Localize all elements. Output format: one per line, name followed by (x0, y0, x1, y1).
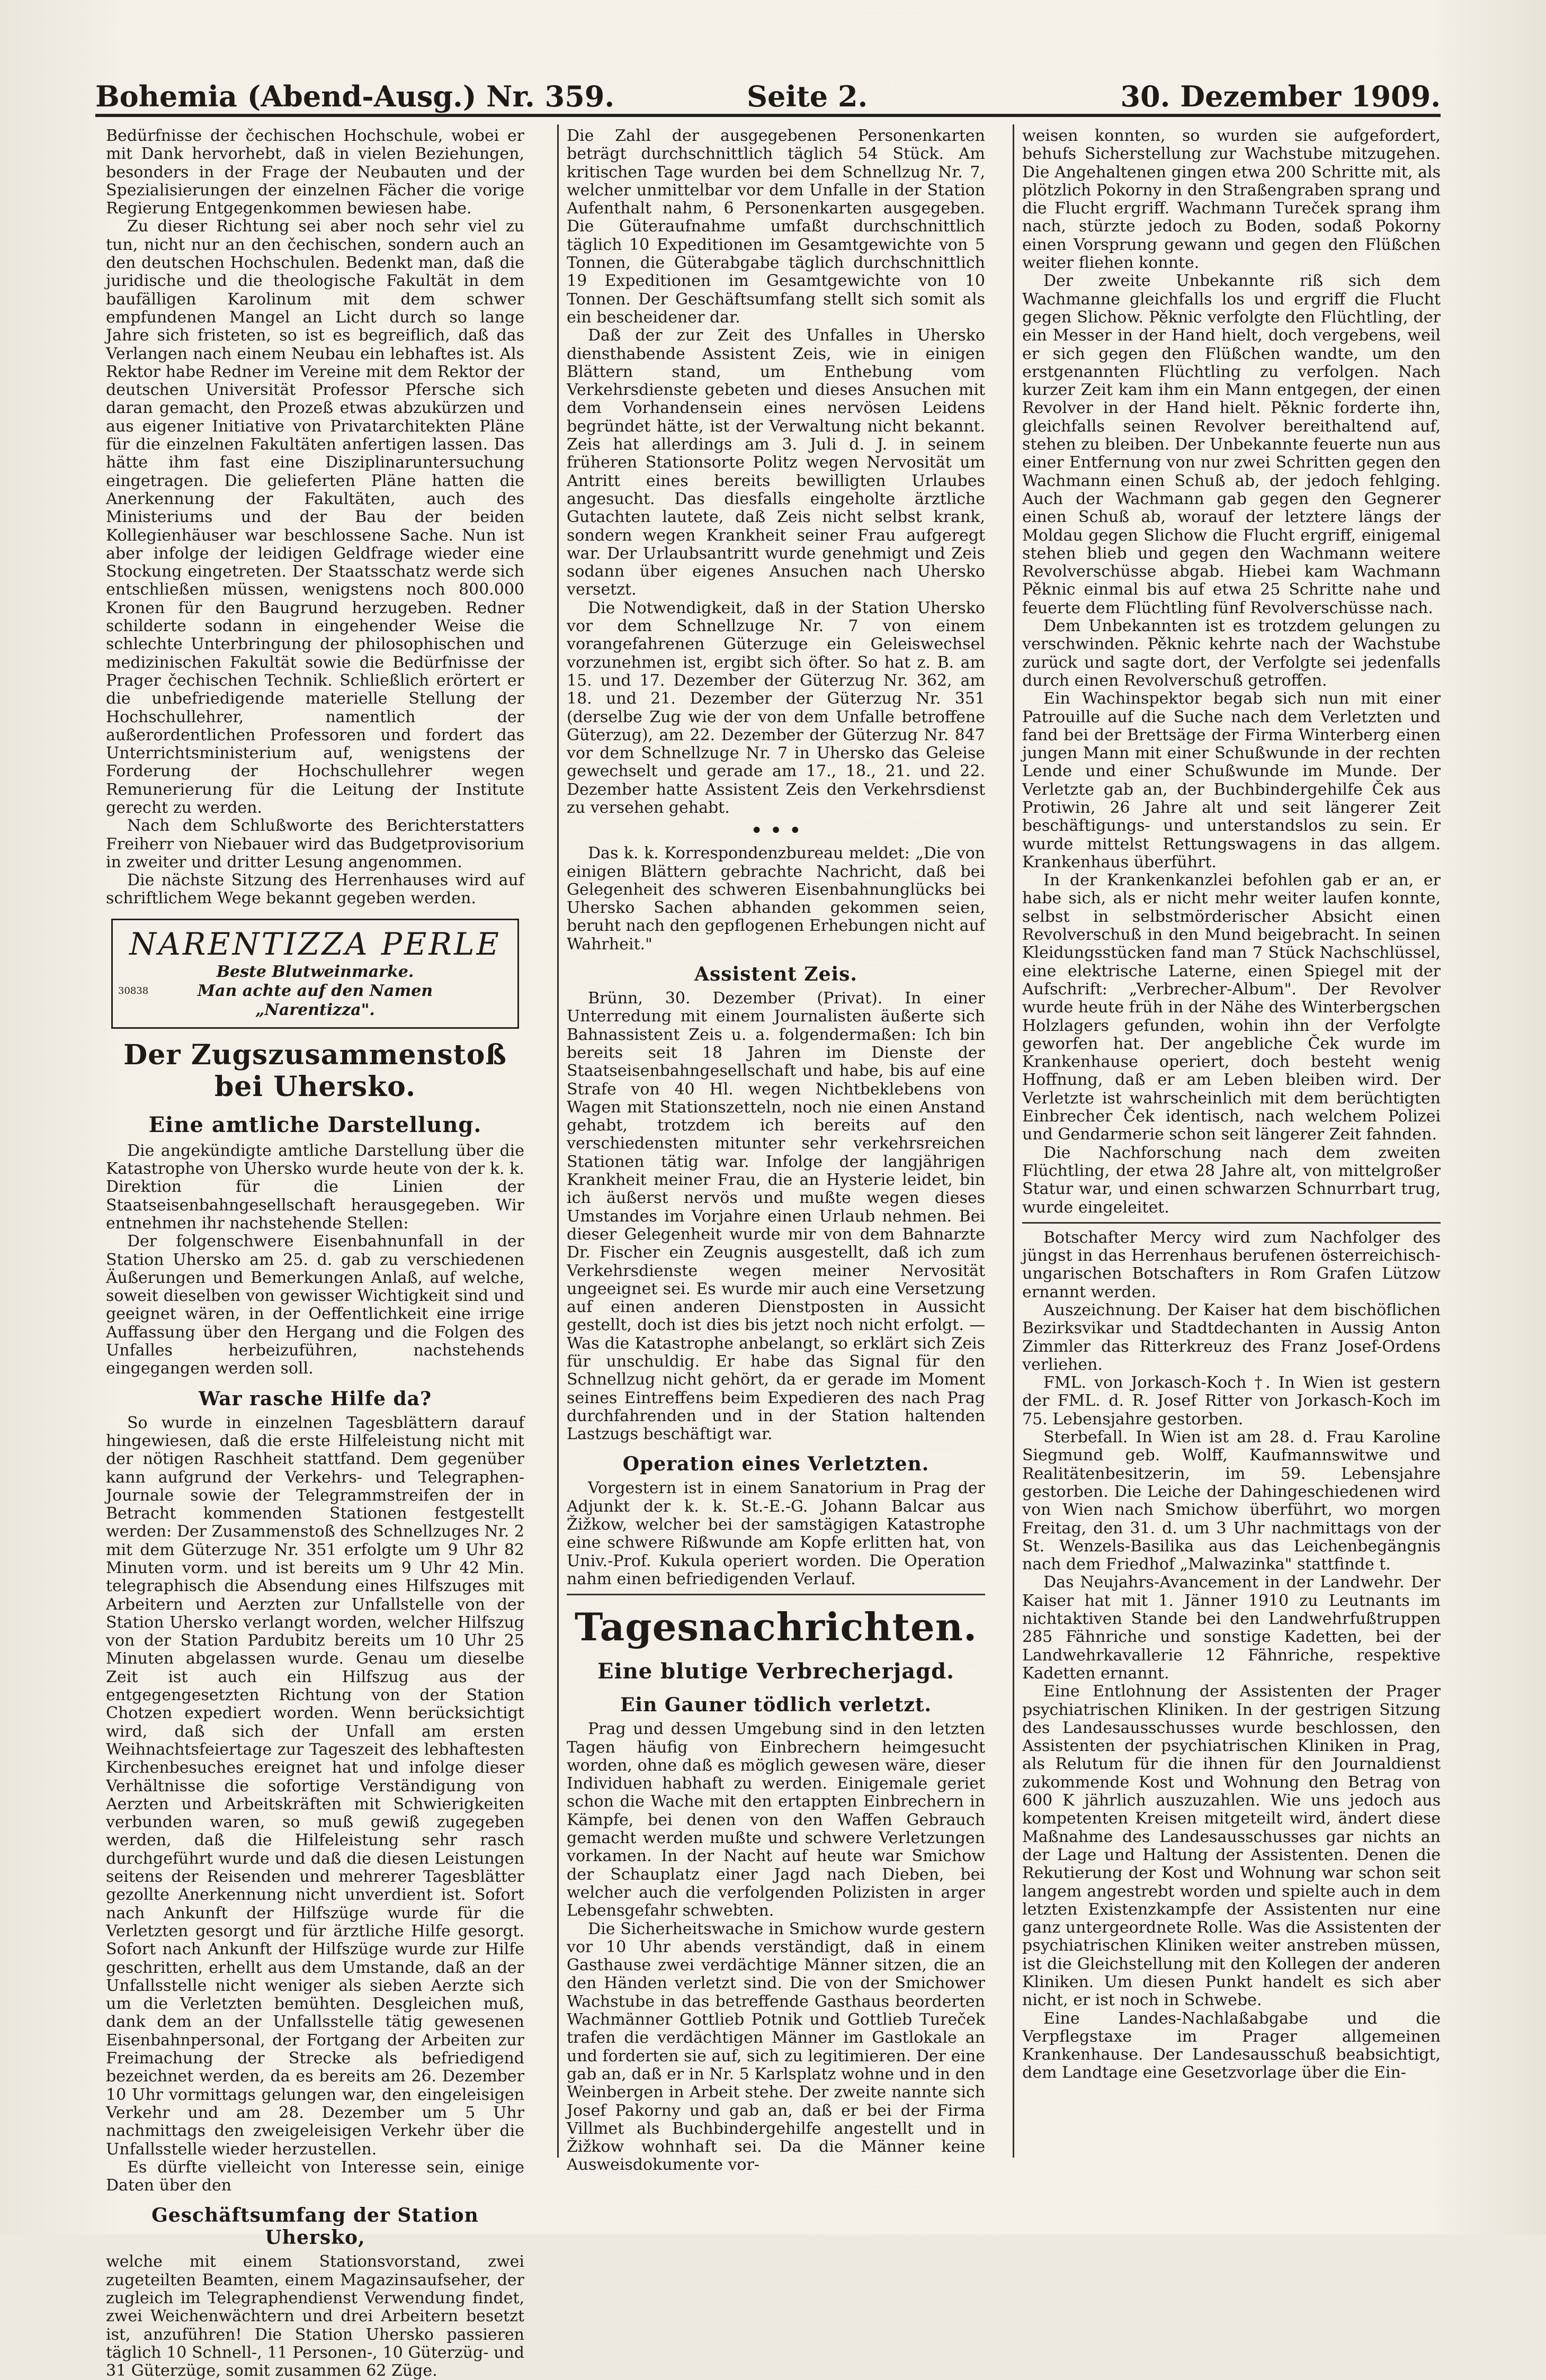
col2-paragraph: Brünn, 30. Dezember (Privat). In einer Unterredung mit einem Journalisten äußerte sich Bahnassistent Zeis u. a. folgendermaßen: Ich bin bereits seit 18 Jahren im Dienste der Staatseisenbahngesellschaft und habe, bis auf eine Strafe von 40 Hl. wegen Nichtbeklebens von Wagen mit Stationszetteln, noch nie einen Anstand gehabt, trotzdem ich bereits auf den verschiedensten mitunter sehr verkehrsreichen Stationen tätig war. Infolge der langjährigen Krankheit meiner Frau, die an Hysterie leidet, bin ich äußerst nervös und mußte wegen dieses Umstandes im Vorjahre einen Urlaub nehmen. Bei dieser Gelegenheit wurde mir von dem Bahnarzte Dr. Fischer ein Zeugnis ausgestellt, daß ich zum Verkehrsdienste wegen meiner Nervosität ungeeignet sei. Es wurde mir auch eine Versetzung auf einen anderen Dienstposten in Aussicht gestellt, doch ist dies bis jetzt noch nicht erfolgt. — Was die Katastrophe anbelangt, so erklärt sich Zeis für unschuldig. Er habe das Signal für den Schnellzug nicht gehört, da er gerade im Moment seines Eintreffens beim Expedieren des nach Prag durchfahrenden und in der Station haltenden Lastzugs beschäftigt war. (567, 989, 985, 1444)
article-subtitle: Eine amtliche Darstellung. (148, 1112, 482, 1137)
col2-paragraph: Die Zahl der ausgegebenen Personenkarten beträgt durchschnittlich täglich 54 Stück. Am kritischen Tage wurden bei dem Schnellzug Nr. 7, welcher unmittelbar vor dem Unfalle in der Station Aufenthalt nahm, 6 Personenkarten ausgegeben. Die Güteraufnahme umfaßt durchschnittlich täglich 10 Expeditionen im Gesamtgewichte von 5 Tonnen, die Güterabgabe täglich durchschnittlich 19 Expeditionen im Gesamtgewichte von 10 Tonnen. Der Geschäftsumfang stellt sich somit als ein bescheidener dar. (567, 127, 985, 327)
col2-paragraph: Die Sicherheitswache in Smichow wurde gestern vor 10 Uhr abends verständigt, daß in einem Gasthause zwei verdächtige Männer sitzen, die an den Händen verletzt sind. Die von der Smichower Wachstube in das betreffende Gasthaus beorderten Wachmänner Gottlieb Potnik und Gottlieb Tureček trafen die verdächtigen Männer im Gastlokale an und forderten sie auf, sich zu legitimieren. Der eine gab an, daß er in Nr. 5 Karlsplatz wohne und in den Weinbergen in Arbeit stehe. Der zweite nannte sich Josef Pakorny und gab an, daß er bei der Firma Villmet als Buchbindergehilfe angestellt und in Žižkow wohnhaft sei. Da die Männer keine Ausweisdokumente vor- (567, 1919, 985, 2175)
article-title-uhersko: Der Zugszusammenstoß bei Uhersko. (123, 1038, 507, 1103)
section-heading: Assistent Zeis. (694, 963, 857, 986)
col1-paragraph: Der folgenschwere Eisenbahnunfall in der Station Uhersko am 25. d. gab zu verschiedenen Äußerungen und Bemerkungen Anlaß, auf welche, soweit dieselben von gewisser Wichtigkeit sind und geeignet wären, in der Oeffentlichkeit eine irrige Auffassung über den Hergang und die Folgen des Unfalles herbeizuführen, nachstehends eingegangen werden soll. (106, 1232, 524, 1378)
col3-paragraph: In der Krankenkanzlei befohlen gab er an, er habe sich, als er nicht mehr weiter laufen konnte, selbst in selbstmörderischer Absicht einen Revolverschuß in den Mund beigebracht. In seinen Kleidungsstücken fand man 7 Stück Nachschlüssel, eine elektrische Laterne, einen Spiegel mit der Aufschrift: „Verbrecher-Album". Der Revolver wurde heute früh in der Nähe des Winterbergschen Holzlagers gefunden, wohin ihn der Verfolgte geworfen hat. Der angebliche Ček wurde im Krankenhause operiert, doch besteht wenig Hoffnung, daß er am Leben bleiben wird. Der Verletzte ist wahrscheinlich mit dem berüchtigten Einbrecher Ček identisch, nach welchem Polizei und Gendarmerie schon seit längerer Zeit fahnden. (1022, 871, 1441, 1144)
ad-number: 30838 (118, 985, 149, 997)
col1-paragraph: Bedürfnisse der čechischen Hochschule, wobei er mit Dank hervorhebt, daß in vielen Beziehungen, besonders in der Frage der Neubauten und der Spezialisierungen der einzelnen Fächer die vorige Regierung Entgegenkommen bewiesen habe. (106, 127, 524, 218)
col3-paragraph: Die Nachforschung nach dem zweiten Flüchtling, der etwa 28 Jahre alt, von mittelgroßer Statur war, und einen schwarzen Schnurrbart trug, wurde eingeleitet. (1022, 1143, 1441, 1217)
col3-paragraph: Eine Landes-Nachlaßabgabe und die Verpflegstaxe im Prager allgemeinen Krankenhause. Der Landesausschuß beabsichtigt, dem Landtage eine Gesetzvorlage über die Ein- (1022, 2009, 1441, 2082)
column-divider-1 (557, 124, 559, 2158)
column-1 (106, 127, 524, 2380)
page-header (95, 79, 1441, 127)
col3-paragraph: FML. von Jorkasch-Koch †. In Wien ist gestern der FML. d. R. Josef Ritter von Jorkasch-Koch im 75. Lebensjahre gestorben. (1022, 1373, 1441, 1429)
advertisement-narentizza (111, 919, 519, 1029)
ad-line: Beste Blutweinmarke. (216, 962, 414, 981)
col3-paragraph: Ein Wachinspektor begab sich nun mit einer Patrouille auf die Suche nach dem Verletzten und fand bei der Brettsäge der Firma Winterberg einen jungen Mann mit einer Schußwunde in der rechten Lende und einer Schußwunde im Munde. Der Verletzte gab an, der Buchbindergehilfe Ček aus Protiwin, 26 Jahre alt und seit längerer Zeit beschäftigungs- und unterstandslos zu sein. Er wurde mittelst Rettungswagens in das allgem. Krankenhaus überführt. (1022, 689, 1441, 872)
article-subtitle: Ein Gauner tödlich verletzt. (620, 1694, 932, 1717)
column-2 (567, 127, 985, 2175)
section-heading: Operation eines Verletzten. (622, 1453, 930, 1476)
column-divider-2 (1013, 124, 1014, 2158)
section-title-tagesnachrichten: Tagesnachrichten. (574, 1604, 978, 1650)
col2-paragraph: Die Notwendigkeit, daß in der Station Uhersko vor dem Schnellzuge Nr. 7 von einem vorangefahrenen Güterzuge ein Geleiswechsel vorzunehmen ist, ergibt sich öfter. So hat z. B. am 15. und 17. Dezember der Güterzug Nr. 362, am 18. und 21. Dezember der Güterzug Nr. 351 (derselbe Zug wie der von dem Unfalle betroffene Güterzug), am 22. Dezember der Güterzug Nr. 847 vor dem Schnellzuge Nr. 7 in Uhersko das Geleise gewechselt und gerade am 17., 18., 21. und 22. Dezember hatte Assistent Zeis den Verkehrsdienst zu versehen gehabt. (567, 598, 985, 817)
col3-paragraph: Der zweite Unbekannte riß sich dem Wachmanne gleichfalls los und ergriff die Flucht gegen Slichow. Pěknic verfolgte den Flüchtling, der ein Messer in der Hand hielt, doch vergebens, weil er sich gegen den Flüßchen wandte, um den erstgenannten Flüchtling zu verfolgen. Nach kurzer Zeit kam ihm ein Mann entgegen, der einen Revolver in der Hand hielt. Pěknic forderte ihn, gleichfalls seinen Revolver bereithaltend auf, stehen zu bleiben. Der Unbekannte feuerte nun aus einer Entfernung von nur zwei Schritten gegen den Wachmann einen Schuß ab, der jedoch fehlging. Auch der Wachmann gab gegen den Gegnerer einen Schuß ab, worauf der letztere längs der Moldau gegen Slichow die Flucht ergriff, einigemal stehen blieb und gegen den Wachmann weitere Revolverschüsse abgab. Hiebei kam Wachmann Pěknic einmal bis auf etwa 25 Schritte nahe und feuerte dem Flüchtling fünf Revolverschüsse nach. (1022, 272, 1441, 617)
section-heading: Geschäftsumfang der Station Uhersko, (151, 2204, 479, 2249)
col1-paragraph: Es dürfte vielleicht von Interesse sein, einige Daten über den (106, 2158, 524, 2195)
col1-paragraph: Die nächste Sitzung des Herrenhauses wird auf schriftlichem Wege bekannt gegeben werden. (106, 871, 524, 908)
col3-paragraph: Auszeichnung. Der Kaiser hat dem bischöflichen Bezirksvikar und Stadtdechanten in Aussig Anton Zimmler das Ritterkreuz des Franz Josef-Ordens verliehen. (1022, 1301, 1441, 1374)
ad-line: „Narentizza". (255, 1000, 375, 1019)
separator-dots: • • • (750, 819, 802, 843)
col1-paragraph: Nach dem Schlußworte des Berichterstatters Freiherr von Niebauer wird das Budgetprovisorium in zweiter und dritter Lesung angenommen. (106, 816, 524, 872)
col3-paragraph: Das Neujahrs-Avancement in der Landwehr. Der Kaiser hat mit 1. Jänner 1910 zu Leutnants im nichtaktiven Stande bei den Landwehrfußtruppen 285 Fähnriche und sonstige Kadetten, bei der Landwehrkavallerie 12 Fähnriche, respektive Kadetten ernannt. (1022, 1573, 1441, 1683)
col2-paragraph: Das k. k. Korrespondenzbureau meldet: „Die von einigen Blättern gebrachte Nachricht, daß bei Gelegenheit des schweren Eisenbahnunglücks bei Uhersko Sachen abhanden gekommen seien, beruht nach den gepflogenen Erhebungen nicht auf Wahrheit." (567, 844, 985, 954)
col3-paragraph: Dem Unbekannten ist es trotzdem gelungen zu verschwinden. Pěknic kehrte nach der Wachstube zurück und sagte dort, der Verfolgte sei jedenfalls durch einen Revolverschuß getroffen. (1022, 617, 1441, 690)
ad-title: NARENTIZZA PERLE (129, 926, 501, 962)
header-date: 30. Dezember 1909. (1120, 79, 1441, 113)
col1-paragraph: welche mit einem Stationsvorstand, zwei zugeteilten Beamten, einem Magazinsaufseher, der zugleich im Telegraphendienst Verwendung findet, zwei Weichenwächtern und drei Arbeitern besetzt ist, anzuführen! Die Station Uhersko passieren täglich 10 Schnell-, 11 Personen-, 10 Güterzüg- und 31 Güterzüge, somit zusammen 62 Züge. (106, 2252, 524, 2380)
article-title: Eine blutige Verbrecherjagd. (597, 1659, 954, 1684)
col2-paragraph: Prag und dessen Umgebung sind in den letzten Tagen häufig von Einbrechern heimgesucht worden, ohne daß es möglich gewesen wäre, dieser Individuen habhaft zu werden. Einigemale geriet schon die Wache mit den ertappten Einbrechern in Kämpfe, bei denen von den Waffen Gebrauch gemacht werden mußte und schwere Verletzungen vorkamen. In der Nacht auf heute war Smichow der Schauplatz einer Jagd nach Dieben, bei welcher auch die verfolgenden Polizisten in arger Lebensgefahr schwebten. (567, 1720, 985, 1920)
header-rule (95, 114, 1441, 117)
section-rule (567, 1594, 985, 1595)
col1-paragraph: Die angekündigte amtliche Darstellung über die Katastrophe von Uhersko wurde heute von der k. k. Direktion für die Linien der Staatseisenbahngesellschaft herausgegeben. Wir entnehmen ihr nachstehende Stellen: (106, 1141, 524, 1233)
section-rule (1022, 1222, 1441, 1224)
column-3 (1022, 127, 1441, 2150)
col1-paragraph: So wurde in einzelnen Tagesblättern darauf hingewiesen, daß die erste Hilfeleistung nicht mit der nötigen Raschheit stattfand. Dem gegenüber kann aufgrund der Verkehrs- und Telegraphen-Journale sowie der Telegrammstreifen der in Betracht kommenden Stationen festgestellt werden: Der Zusammenstoß des Schnellzuges Nr. 2 mit dem Güterzuge Nr. 351 erfolgte um 9 Uhr 82 Minuten vorm. und ist bereits um 9 Uhr 42 Min. telegraphisch die Absendung eines Hilfszuges mit Arbeitern und Aerzten zur Unfallstelle von der Station Uhersko verlangt worden, welcher Hilfszug von der Station Pardubitz bereits um 10 Uhr 25 Minuten abgelassen wurde. Genau um dieselbe Zeit ist auch ein Hilfszug aus der entgegengesetzten Richtung von der Station Chotzen expediert worden. Wenn berücksichtigt wird, daß sich der Unfall am ersten Weihnachtsfeiertage zur Tageszeit des lebhaftesten Kirchenbesuches ereignet hat und infolge dieser Verhältnisse die sofortige Verständigung von Aerzten und Arbeitskräften mit Schwierigkeiten verbunden waren, so muß gewiß zugegeben werden, daß die Hilfeleistung sehr rasch durchgeführt wurde und daß die diesen Leistungen seitens der Reisenden und mehrerer Tagesblätter gezollte Anerkennung nicht unverdient ist. Sofort nach Ankunft der Hilfszüge wurde für die Verletzten gesorgt und für ärztliche Hilfe gesorgt. Sofort nach Ankunft der Hilfszüge wurde zur Hilfe geschritten, erhellt aus dem Umstande, daß an der Unfallsstelle nicht weniger als sieben Aerzte sich um die Verletzten bemühten. Desgleichen muß, dank dem an der Unfallsstelle tätig gewesenen Eisenbahnpersonal, der Fortgang der Arbeiten zur Freimachung der Strecke als befriedigend bezeichnet werden, da es bereits am 26. Dezember 10 Uhr vormittags gelungen war, den eingeleisigen Verkehr und am 28. Dezember um 5 Uhr nachmittags den zweigeleisigen Verkehr über die Unfallsstelle wieder herzustellen. (106, 1413, 524, 2159)
col3-paragraph: weisen konnten, so wurden sie aufgefordert, behufs Sicherstellung zur Wachstube mitzugehen. Die Angehaltenen gingen etwa 200 Schritte mit, als plötzlich Pokorny in den Straßengraben sprang und die Flucht ergriff. Wachmann Tureček sprang ihm nach, stürzte jedoch zu Boden, sodaß Pokorny einen Vorsprung gewann und gegen den Flüßchen weiter fliehen konnte. (1022, 127, 1441, 273)
header-issue: Bohemia (Abend-Ausg.) Nr. 359. (95, 79, 615, 113)
section-heading: War rasche Hilfe da? (198, 1387, 432, 1410)
col1-paragraph: Zu dieser Richtung sei aber noch sehr viel zu tun, nicht nur an den čechischen, sondern auch an den deutschen Hochschulen. Bedenkt man, daß die juridische und die theologische Fakultät in dem baufälligen Karolinum mit dem schwer empfundenen Mangel an Licht durch so lange Jahre sich fristeten, so ist es begreiflich, daß das Verlangen nach einem Neubau ein lebhaftes ist. Als Rektor habe Redner im Vereine mit dem Rektor der deutschen Universität Professor Pfersche sich daran gemacht, den Prozeß etwas abzukürzen und aus eigener Initiative von Privatarchitekten Pläne für die einzelnen Fakultäten anfertigen lassen. Das hätte ihm fast eine Disziplinaruntersuchung eingetragen. Die gelieferten Pläne hatten die Anerkennung der Fakultäten, auch des Ministeriums und der Bau der beiden Kollegienhäuser war beschlossene Sache. Nun ist aber infolge der leidigen Geldfrage wieder eine Stockung eingetreten. Der Staatsschatz werde sich entschließen müssen, wenigstens noch 800.000 Kronen für den Baugrund herzugeben. Redner schilderte sodann in eingehender Weise die schlechte Unterbringung der philosophischen und medizinischen Fakultät sowie die Bedürfnisse der Prager čechischen Technik. Schließlich erörtert er die unbefriedigende materielle Stellung der Hochschullehrer, namentlich der außerordentlichen Professoren und fordert das Unterrichtsministerium auf, wenigstens der Forderung der Hochschullehrer wegen Remunerierung für die Leitung der Institute gerecht zu werden. (106, 217, 524, 817)
col2-paragraph: Daß der zur Zeit des Unfalles in Uhersko diensthabende Assistent Zeis, wie in einigen Blättern stand, um Enthebung vom Verkehrsdienste gebeten und dieses Ansuchen mit dem Vorhandensein eines nervösen Leidens begründet hätte, ist der Verwaltung nicht bekannt. Zeis hat allerdings am 3. Juli d. J. in seinem früheren Stationsorte Politz wegen Nervosität um Antritt eines bereits bewilligten Urlaubes angesucht. Das diesfalls eingeholte ärztliche Gutachten lautete, daß Zeis nicht selbst krank, sondern wegen Krankheit seiner Frau aufgeregt war. Der Urlaubsantritt wurde genehmigt und Zeis sodann über eigenes Ansuchen nach Uhersko versetzt. (567, 326, 985, 599)
col3-paragraph: Eine Entlohnung der Assistenten der Prager psychiatrischen Kliniken. In der gestrigen Sitzung des Landesausschusses wurde beschlossen, den Assistenten der psychiatrischen Kliniken in Prag, als Relutum für die ihnen für den Journaldienst zukommende Kost und Wohnung den Betrag von 600 K jährlich auszuzahlen. Wie uns jedoch aus kompetenten Kreisen mitgeteilt wird, ändert diese Maßnahme des Landesausschusses gar nichts an der Lage und Haltung der Assistenten. Denen die Rekutierung der Kost und Wohnung war schon seit langem angestrebt worden und spielte auch in dem letzten Existenzkampfe der Assistenten nur eine ganz untergeordnete Rolle. Was die Assistenten der psychiatrischen Kliniken weiter anstreben müssen, ist die Gleichstellung mit den Kollegen der anderen Kliniken. Um diesen Punkt handelt es sich aber nicht, er ist noch in Schwebe. (1022, 1682, 1441, 2010)
header-page-number: Seite 2. (747, 79, 868, 113)
col3-paragraph: Botschafter Mercy wird zum Nachfolger des jüngst in das Herrenhaus berufenen österreichisch-ungarischen Botschafters in Rom Grafen Lützow ernannt werden. (1022, 1228, 1441, 1301)
ad-line: Man achte auf den Namen (197, 981, 433, 1000)
col2-paragraph: Vorgestern ist in einem Sanatorium in Prag der Adjunkt der k. k. St.-E.-G. Johann Balcar aus Žižkow, welcher bei der samstägigen Katastrophe eine schwere Rißwunde am Kopfe erlitten hat, von Univ.-Prof. Kukula operiert worden. Die Operation nahm einen befriedigenden Verlauf. (567, 1479, 985, 1588)
col3-paragraph: Sterbefall. In Wien ist am 28. d. Frau Karoline Siegmund geb. Wolff, Kaufmannswitwe und Realitätenbesitzerin, im 59. Lebensjahre gestorben. Die Leiche der Dahingeschiedenen wird von Wien nach Smichow überführt, wo morgen Freitag, den 31. d. um 3 Uhr nachmittags von der St. Wenzels-Basilika aus das Leichenbegängnis nach dem Friedhof „Malwazinka" stattfinde t. (1022, 1428, 1441, 1574)
